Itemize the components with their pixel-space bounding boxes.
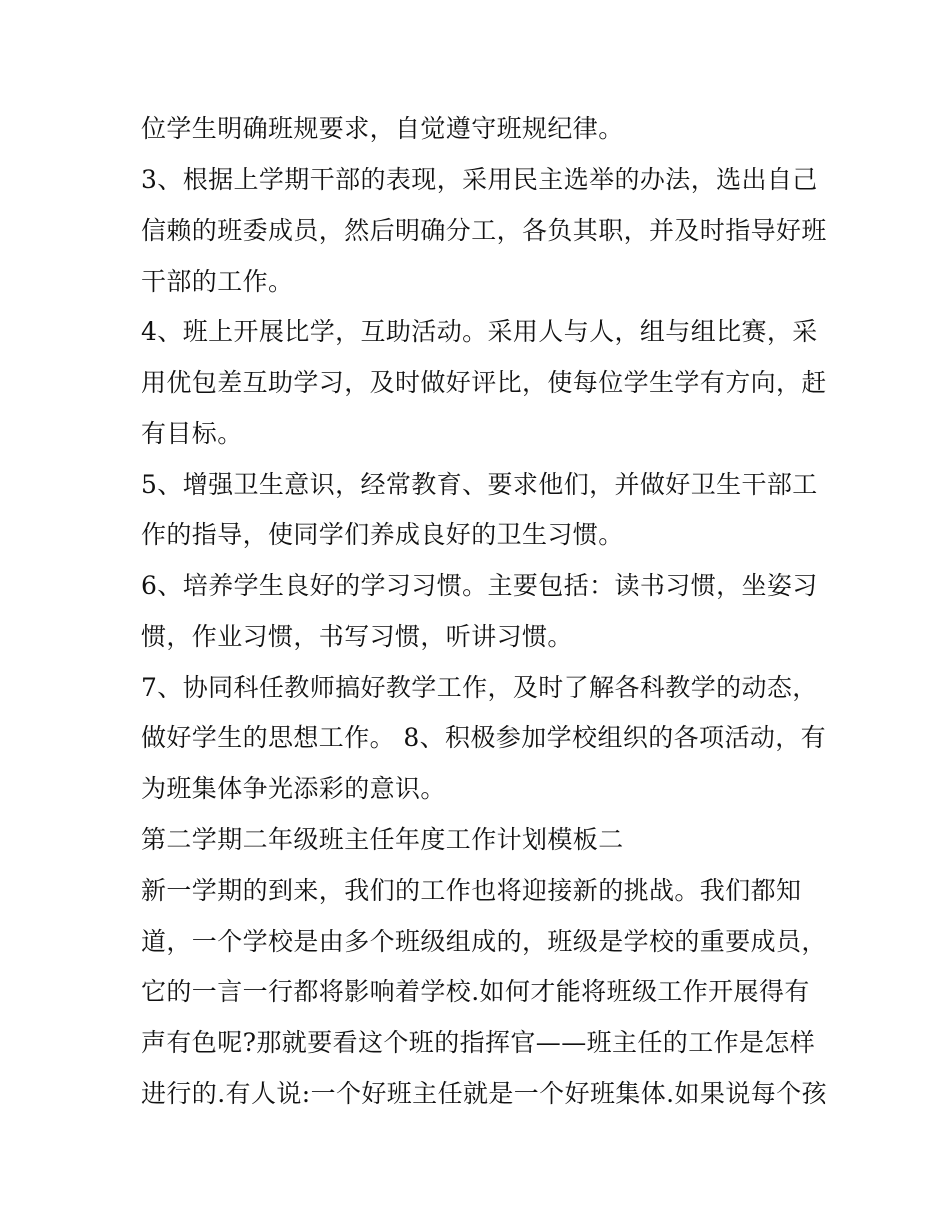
text-line: 进行的.有人说:一个好班主任就是一个好班集体.如果说每个孩 [141,1079,827,1108]
section-heading: 第二学期二年级班主任年度工作计划模板二 [141,825,624,854]
text-line: 做好学生的思想工作。 8、积极参加学校组织的各项活动，有 [141,723,827,752]
text-line: 4、班上开展比学，互助活动。采用人与人，组与组比赛，采 [141,317,818,346]
text-line: 干部的工作。 [141,267,294,296]
text-line: 用优包差互助学习，及时做好评比，使每位学生学有方向，赶 [141,368,827,397]
text-line: 5、增强卫生意识，经常教育、要求他们，并做好卫生干部工 [141,470,818,499]
text-line: 6、培养学生良好的学习习惯。主要包括：读书习惯，坐姿习 [141,571,818,600]
text-line: 它的一言一行都将影响着学校.如何才能将班级工作开展得有 [141,977,810,1006]
text-line: 3、根据上学期干部的表现，采用民主选举的办法，选出自己 [141,165,818,194]
text-line: 位学生明确班规要求，自觉遵守班规纪律。 [141,114,624,143]
text-line: 7、协同科任教师搞好教学工作，及时了解各科教学的动态， [141,673,818,702]
text-line: 新一学期的到来，我们的工作也将迎接新的挑战。我们都知 [141,876,802,905]
text-line: 为班集体争光添彩的意识。 [141,774,446,803]
text-line: 声有色呢?那就要看这个班的指挥官——班主任的工作是怎样 [141,1028,816,1057]
text-line: 信赖的班委成员，然后明确分工，各负其职，并及时指导好班 [141,216,827,245]
text-line: 有目标。 [141,419,243,448]
text-line: 道，一个学校是由多个班级组成的，班级是学校的重要成员， [141,927,827,956]
text-line: 惯，作业习惯，书写习惯，听讲习惯。 [141,622,573,651]
text-line: 作的指导，使同学们养成良好的卫生习惯。 [141,520,624,549]
